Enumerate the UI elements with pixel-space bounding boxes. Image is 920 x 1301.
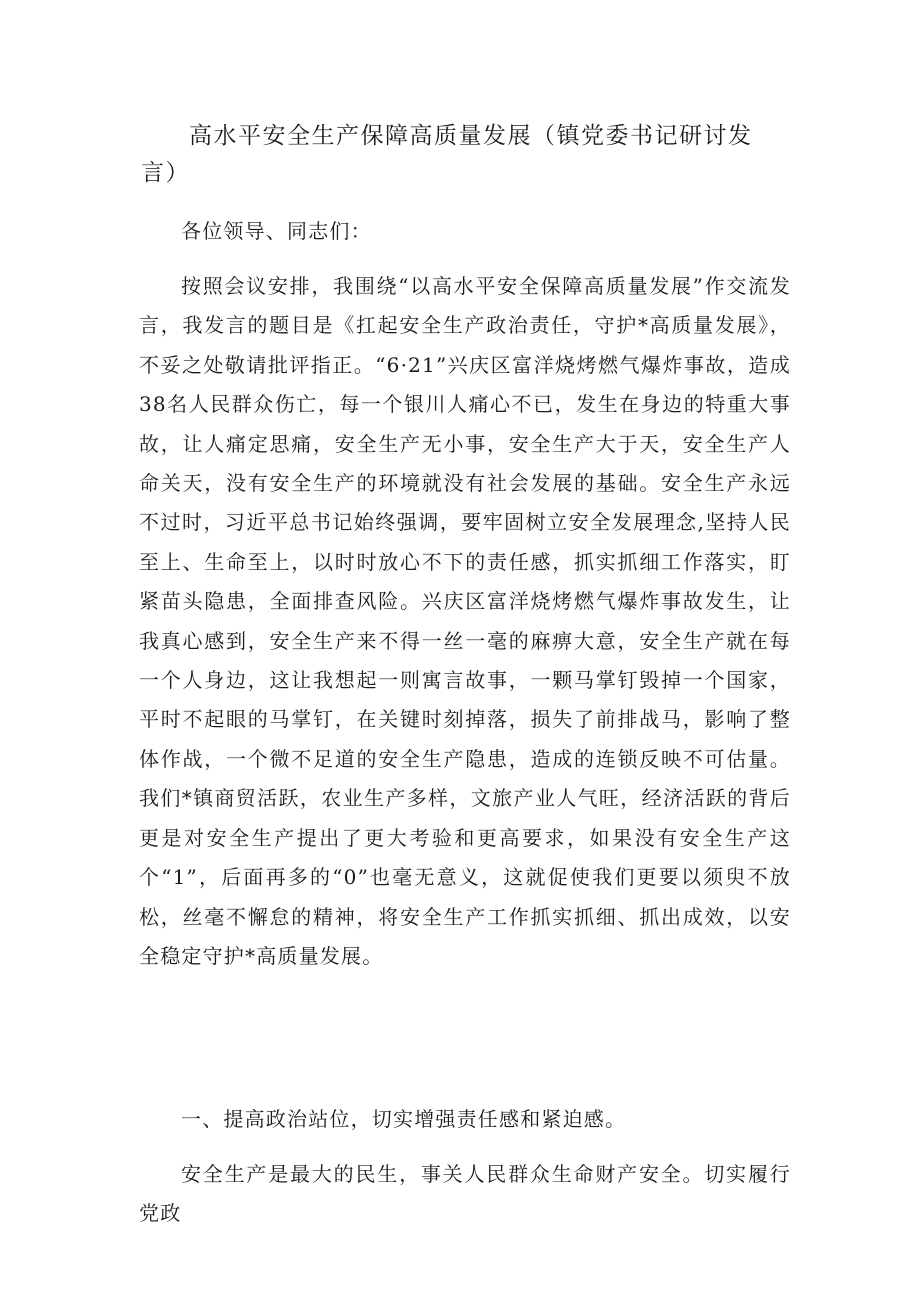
body-paragraph: 安全生产是最大的民生，事关人民群众生命财产安全。切实履行党政 (139, 1162, 791, 1226)
document-title: 高水平安全生产保障高质量发展（镇党委书记研讨发言） (141, 123, 753, 186)
section-heading-1: 一、提高政治站位，切实增强责任感和紧迫感。 (181, 1107, 627, 1131)
body-paragraph: 按照会议安排，我围绕“以高水平安全保障高质量发展”作交流发言，我发言的题目是《扛起安全生产政治责任，守护*高质量发展》，不妥之处敬请批评指正。“6·21”兴庆区富洋烧烤燃气爆炸事故，造成38名人民群众伤亡，每一个银川人痛心不已，发生在身边的特重大事故，让人痛定思痛，安全生产无小事，安全生产大于天，安全生产人命关天，没有安全生产的环境就没有社会发展的基础。安全生产永远不过时，习近平总书记始终强调，要牢固树立安全发展理念,坚持人民至上、生命至上，以时时放心不下的责任感，抓实抓细工作落实，盯紧苗头隐患，全面排查风险。兴庆区富洋烧烤燃气爆炸事故发生，让我真心感到，安全生产来不得一丝一毫的麻痹大意，安全生产就在每一个人身边，这让我想起一则寓言故事，一颗马掌钉毁掉一个国家，平时不起眼的马掌钉，在关键时刻掉落，损失了前排战马，影响了整体作战，一个微不足道的安全生产隐患，造成的连锁反映不可估量。我们*镇商贸活跃，农业生产多样，文旅产业人气旺，经济活跃的背后更是对安全生产提出了更大考验和更高要求，如果没有安全生产这个“1”，后面再多的“0”也毫无意义，这就促使我们更要以须臾不放松，丝毫不懈怠的精神，将安全生产工作抓实抓细、抓出成效，以安全稳定守护*高质量发展。 (139, 274, 791, 968)
greeting: 各位领导、同志们： (181, 219, 372, 243)
